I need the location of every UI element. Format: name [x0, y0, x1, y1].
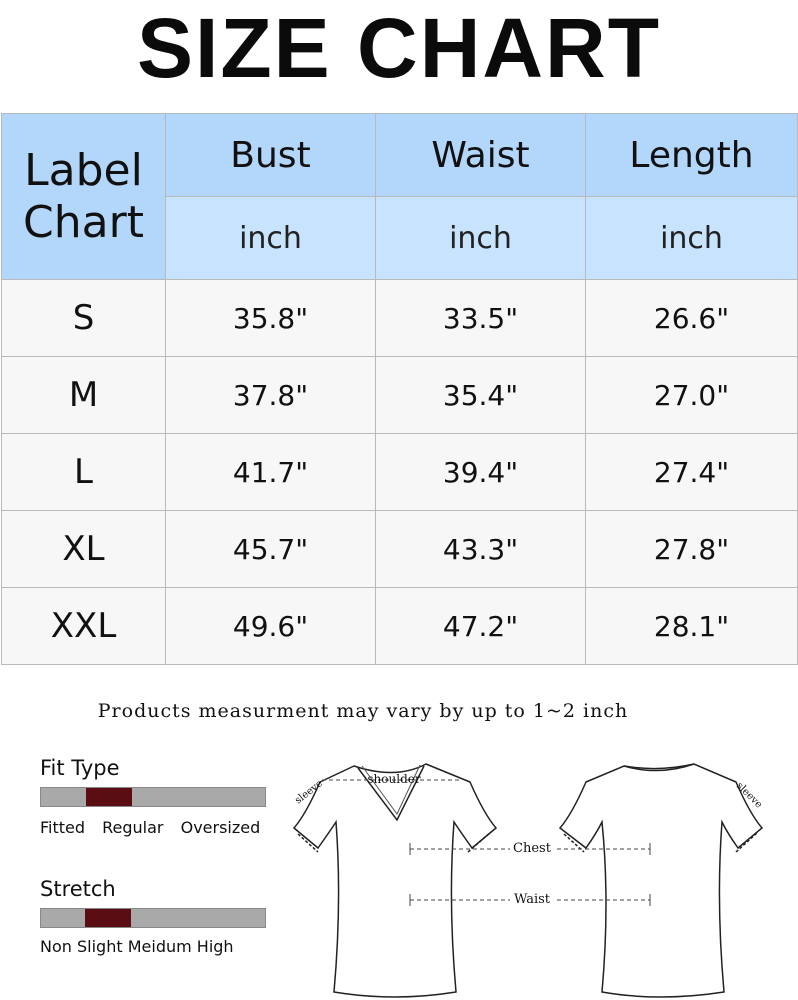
size-label: S: [2, 280, 166, 357]
chest-label: Chest: [513, 841, 551, 856]
fit-label-regular: Regular: [102, 818, 164, 837]
stretch-bar: [40, 908, 266, 928]
column-header-length: Length: [586, 114, 798, 197]
bust-value: 49.6": [166, 588, 376, 665]
waist-value: 33.5": [376, 280, 586, 357]
table-row: [2, 588, 798, 665]
bust-value: 41.7": [166, 434, 376, 511]
length-value: 27.4": [586, 434, 798, 511]
shoulder-label: shoulder: [367, 772, 421, 786]
table-row: [2, 434, 798, 511]
fit-type-indicator: [86, 788, 132, 806]
measurement-note: Products measurment may vary by up to 1~2 inch: [97, 700, 629, 722]
length-value: 26.6": [586, 280, 798, 357]
label-chart-header: [2, 114, 166, 280]
stretch-label-high: High: [196, 937, 234, 956]
size-label: M: [2, 357, 166, 434]
sleeve-label-back: sleeve: [733, 780, 765, 811]
bust-value: 45.7": [166, 511, 376, 588]
waist-value: 47.2": [376, 588, 586, 665]
fit-type-bar: [40, 787, 266, 807]
unit-bust: inch: [166, 197, 376, 280]
label-header-line1: Label: [24, 144, 143, 196]
stretch-label-non: Non: [40, 937, 72, 956]
stretch-indicator: [85, 909, 131, 927]
back-tshirt-drawing: [560, 764, 765, 997]
size-label: L: [2, 434, 166, 511]
column-header-bust: Bust: [166, 114, 376, 197]
bust-value: 35.8": [166, 280, 376, 357]
waist-label: Waist: [513, 892, 551, 907]
unit-length: inch: [586, 197, 798, 280]
stretch-label-medium: Meidum: [127, 937, 192, 956]
table-row: [2, 357, 798, 434]
label-header-line2: Chart: [23, 196, 144, 248]
unit-waist: inch: [376, 197, 586, 280]
fit-type-title: Fit Type: [40, 756, 120, 780]
sleeve-label-front: sleeve: [293, 778, 325, 807]
size-table: [1, 113, 798, 665]
bust-value: 37.8": [166, 357, 376, 434]
waist-value: 39.4": [376, 434, 586, 511]
length-value: 27.0": [586, 357, 798, 434]
waist-value: 35.4": [376, 357, 586, 434]
size-label: XXL: [2, 588, 166, 665]
fit-label-fitted: Fitted: [40, 818, 86, 837]
tshirt-measurement-diagram: [284, 752, 784, 998]
fit-type-labels: [40, 818, 260, 837]
table-row: [2, 511, 798, 588]
length-value: 27.8": [586, 511, 798, 588]
page-title: SIZE CHART: [137, 1, 661, 95]
table-row: [2, 280, 798, 357]
column-header-waist: Waist: [376, 114, 586, 197]
stretch-labels: [40, 937, 234, 956]
waist-value: 43.3": [376, 511, 586, 588]
fit-label-oversized: Oversized: [180, 818, 261, 837]
stretch-title: Stretch: [40, 877, 116, 901]
front-tshirt-drawing: [294, 764, 496, 997]
size-label: XL: [2, 511, 166, 588]
length-value: 28.1": [586, 588, 798, 665]
stretch-label-slight: Slight: [77, 937, 123, 956]
